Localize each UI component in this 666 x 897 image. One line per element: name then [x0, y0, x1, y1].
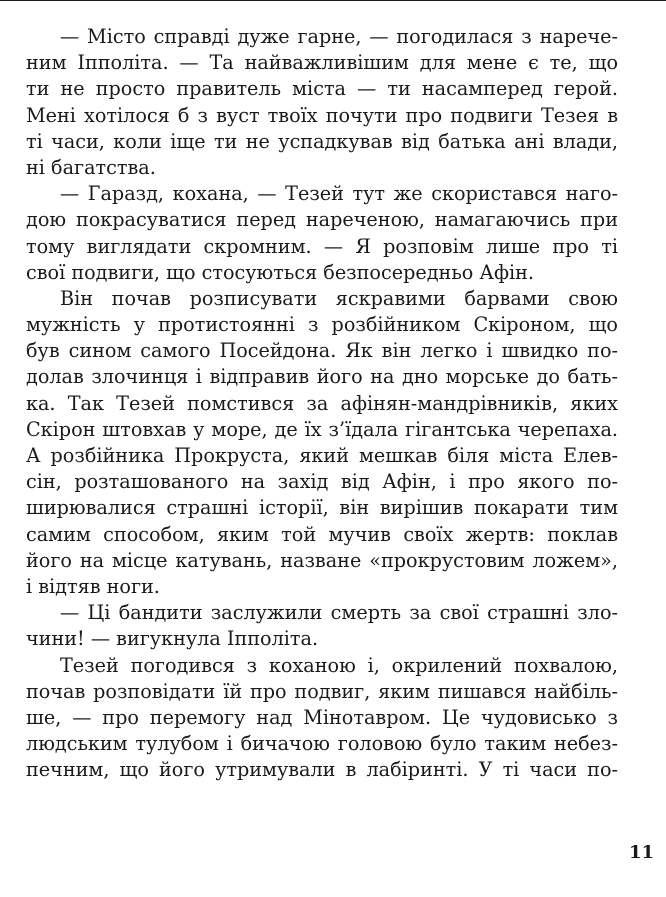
text-line: тому виглядати скромним. — Я розповім лише про ті [26, 234, 618, 258]
text-line: людським тулубом і бичачою головою було таким небез- [26, 732, 618, 756]
text-line: сін, розташованого на захід від Афін, і про якого по- [26, 470, 618, 494]
text-line: — Гаразд, кохана, — Тезей тут же скористався наго- [60, 182, 618, 206]
text-line: Мені хотілося б з вуст твоїх почути про подвиги Тезея в [26, 103, 618, 127]
text-line: долав злочинця і відправив його на дно морське до бать- [26, 365, 618, 389]
text-line: печним, що його утримували в лабіринті. У ті часи по- [26, 758, 618, 782]
text-line: ше, — про перемогу над Мінотавром. Це чудовисько з [26, 705, 618, 729]
top-rule [0, 0, 666, 1]
text-line: ширювалися страшні історії, він вирішив покарати тим [26, 496, 618, 520]
text-line: і відтяв ноги. [26, 574, 160, 598]
text-line: ка. Так Тезей помстився за афінян-мандрівників, яких [26, 391, 618, 415]
text-line: ним Іпполіта. — Та найважливішим для мене є те, що [26, 51, 618, 75]
text-line: А розбійника Прокруста, який мешкав біля міста Елев- [26, 444, 618, 467]
text-line: почав розповідати їй про подвиг, яким пишався найбіль- [26, 679, 618, 703]
text-line: Скірон штовхав у море, де їх з’їдала гігантська черепаха. [26, 417, 618, 441]
text-line: мужність у протистоянні з розбійником Скіроном, що [26, 313, 618, 337]
text-line: був сином самого Посейдона. Як він легко і швидко по- [26, 339, 618, 363]
text-line: чини! — вигукнула Іпполіта. [26, 627, 319, 651]
text-line: його на місце катувань, назване «прокрустовим ложем», [26, 548, 618, 572]
book-text [26, 24, 618, 783]
text-line: дою покрасуватися перед нареченою, намагаючись при [26, 208, 618, 232]
text-line: ти не просто правитель міста — ти насамперед герой. [26, 77, 618, 101]
text-line: ті часи, коли іще ти не успадкував від батька ані влади, [26, 129, 618, 153]
page-number: 11 [628, 842, 654, 863]
text-line: — Ці бандити заслужили смерть за свої страшні зло- [60, 601, 618, 625]
text-line: Тезей погодився з коханою і, окрилений похвалою, [60, 653, 618, 677]
text-line: Він почав розписувати яскравими барвами свою [60, 286, 618, 310]
text-line: самим способом, яким той мучив своїх жертв: поклав [26, 522, 618, 546]
text-line: ні багатства. [26, 155, 156, 179]
text-line: свої подвиги, що стосуються безпосередньо Афін. [26, 260, 535, 284]
text-line: — Місто справді дуже гарне, — погодилася з нарече- [60, 25, 618, 48]
